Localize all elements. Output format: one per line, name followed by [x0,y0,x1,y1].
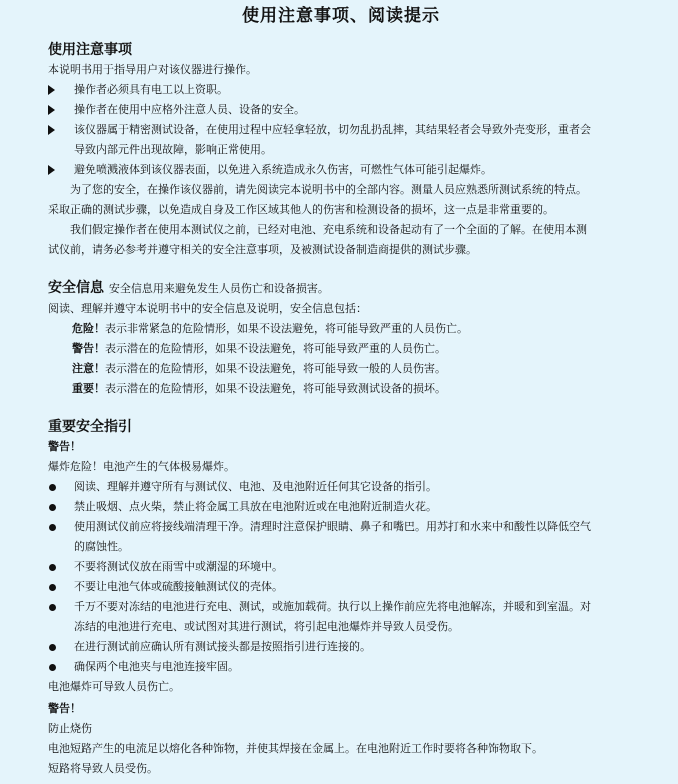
guide-heading: 重要安全指引 [48,419,132,435]
guide-item: 确保两个电池夹与电池连接牢固。 [48,657,634,677]
safety-heading [48,278,634,299]
safety-level-text: 表示潜在的危险情形，如果不设法避免，将可能导致严重的人员伤亡。 [105,342,446,355]
short-circuit-injury: 短路将导致人员受伤。 [48,762,158,775]
safety-level-keyword: 重要！ [72,382,105,395]
usage-item: 操作者在使用中应格外注意人员、设备的安全。 [48,100,634,120]
bullet-dot-icon [48,657,68,678]
safety-level-keyword: 危险！ [72,322,105,335]
arrow-bullet-icon [48,100,68,122]
bullet-dot-icon [48,557,68,578]
usage-paragraph-line: 采取正确的测试步骤，以免造成自身及工作区域其他人的伤害和检测设备的损坏，这一点是非常重要的。 [48,203,554,216]
guide-item: 阅读、理解并遵守所有与测试仪、电池、及电池附近任何其它设备的指引。 [48,477,634,497]
bullet-dot-icon [48,637,68,658]
bullet-dot-icon [48,477,68,498]
usage-paragraph-line: 试仪前，请务必参考并遵守相关的安全注意事项，及被测试设备制造商提供的测试步骤。 [48,243,477,256]
bullet-dot-icon [48,577,68,598]
safety-heading-note: 安全信息用来避免发生人员伤亡和设备损害。 [108,282,329,295]
usage-item: 操作者必须具有电工以上资职。 [48,80,634,100]
bullet-dot-icon [48,497,68,518]
burn-prevention: 防止烧伤 [48,722,92,735]
guide-item: 不要让电池气体或硫酸接触测试仪的壳体。 [48,577,634,597]
bullet-dot-icon [48,597,68,618]
arrow-bullet-icon [48,120,68,142]
explosion-warning: 爆炸危险！电池产生的气体极易爆炸。 [48,460,235,473]
safety-level-important [48,379,634,399]
arrow-bullet-icon [48,160,68,182]
arrow-bullet-icon [48,80,68,102]
safety-intro: 阅读、理解并遵守本说明书中的安全信息及说明，安全信息包括： [48,302,367,315]
bullet-dot-icon [48,517,68,538]
safety-level-caution [48,359,634,379]
spacer [48,399,634,417]
guide-item-continuation: 的腐蚀性。 [74,540,129,553]
warning-label: 警告！ [48,702,81,715]
guide-item: 使用测试仪前应将接线端清理干净。清理时注意保护眼睛、鼻子和嘴巴。用苏打和水来中和酸性以降低空气 [48,517,634,537]
guide-item: 不要将测试仪放在雨雪中或潮湿的环境中。 [48,557,634,577]
guide-item: 禁止吸烟、点火柴，禁止将金属工具放在电池附近或在电池附近制造火花。 [48,497,634,517]
safety-level-danger [48,319,634,339]
page-title: 使用注意事项、阅读提示 [242,6,440,26]
usage-item: 避免喷溅液体到该仪器表面，以免进入系统造成永久伤害，可燃性气体可能引起爆炸。 [48,160,634,180]
safety-level-warning [48,339,634,359]
usage-intro: 本说明书用于指导用户对该仪器进行操作。 [48,63,257,76]
usage-paragraph-line: 为了您的安全，在操作该仪器前，请先阅读完本说明书中的全部内容。测量人员应熟悉所测试系统的特点。 [70,183,587,196]
safety-level-text: 表示非常紧急的危险情形，如果不设法避免，将可能导致严重的人员伤亡。 [105,322,468,335]
usage-item: 该仪器属于精密测试设备，在使用过程中应轻拿轻放，切勿乱扔乱摔，其结果轻者会导致外壳变形，重者会 [48,120,634,140]
warning-label: 警告！ [48,440,81,453]
guide-item: 千万不要对冻结的电池进行充电、测试，或施加载荷。执行以上操作前应先将电池解冻，并暖和到室温。对 [48,597,634,617]
guide-item: 在进行测试前应确认所有测试接头都是按照指引进行连接的。 [48,637,634,657]
usage-item-continuation: 导致内部元件出现故障，影响正常使用。 [74,143,272,156]
spacer [48,260,634,278]
safety-level-text: 表示潜在的危险情形，如果不设法避免，将可能导致一般的人员伤害。 [105,362,446,375]
safety-heading-label: 安全信息 [48,280,104,296]
safety-level-text: 表示潜在的危险情形，如果不设法避免，将可能导致测试设备的损坏。 [105,382,446,395]
safety-level-keyword: 警告！ [72,342,105,355]
explosion-injury-note: 电池爆炸可导致人员伤亡。 [48,680,180,693]
short-circuit-note: 电池短路产生的电流足以熔化各种饰物，并使其焊接在金属上。在电池附近工作时要将各种饰物取下。 [48,742,543,755]
safety-level-keyword: 注意！ [72,362,105,375]
guide-item-continuation: 冻结的电池进行充电、或试图对其进行测试，将引起电池爆炸并导致人员受伤。 [74,620,459,633]
usage-paragraph-line: 我们假定操作者在使用本测试仪之前，已经对电池、充电系统和设备起动有了一个全面的了解。在使用本测 [70,223,587,236]
usage-heading: 使用注意事项 [48,42,132,58]
